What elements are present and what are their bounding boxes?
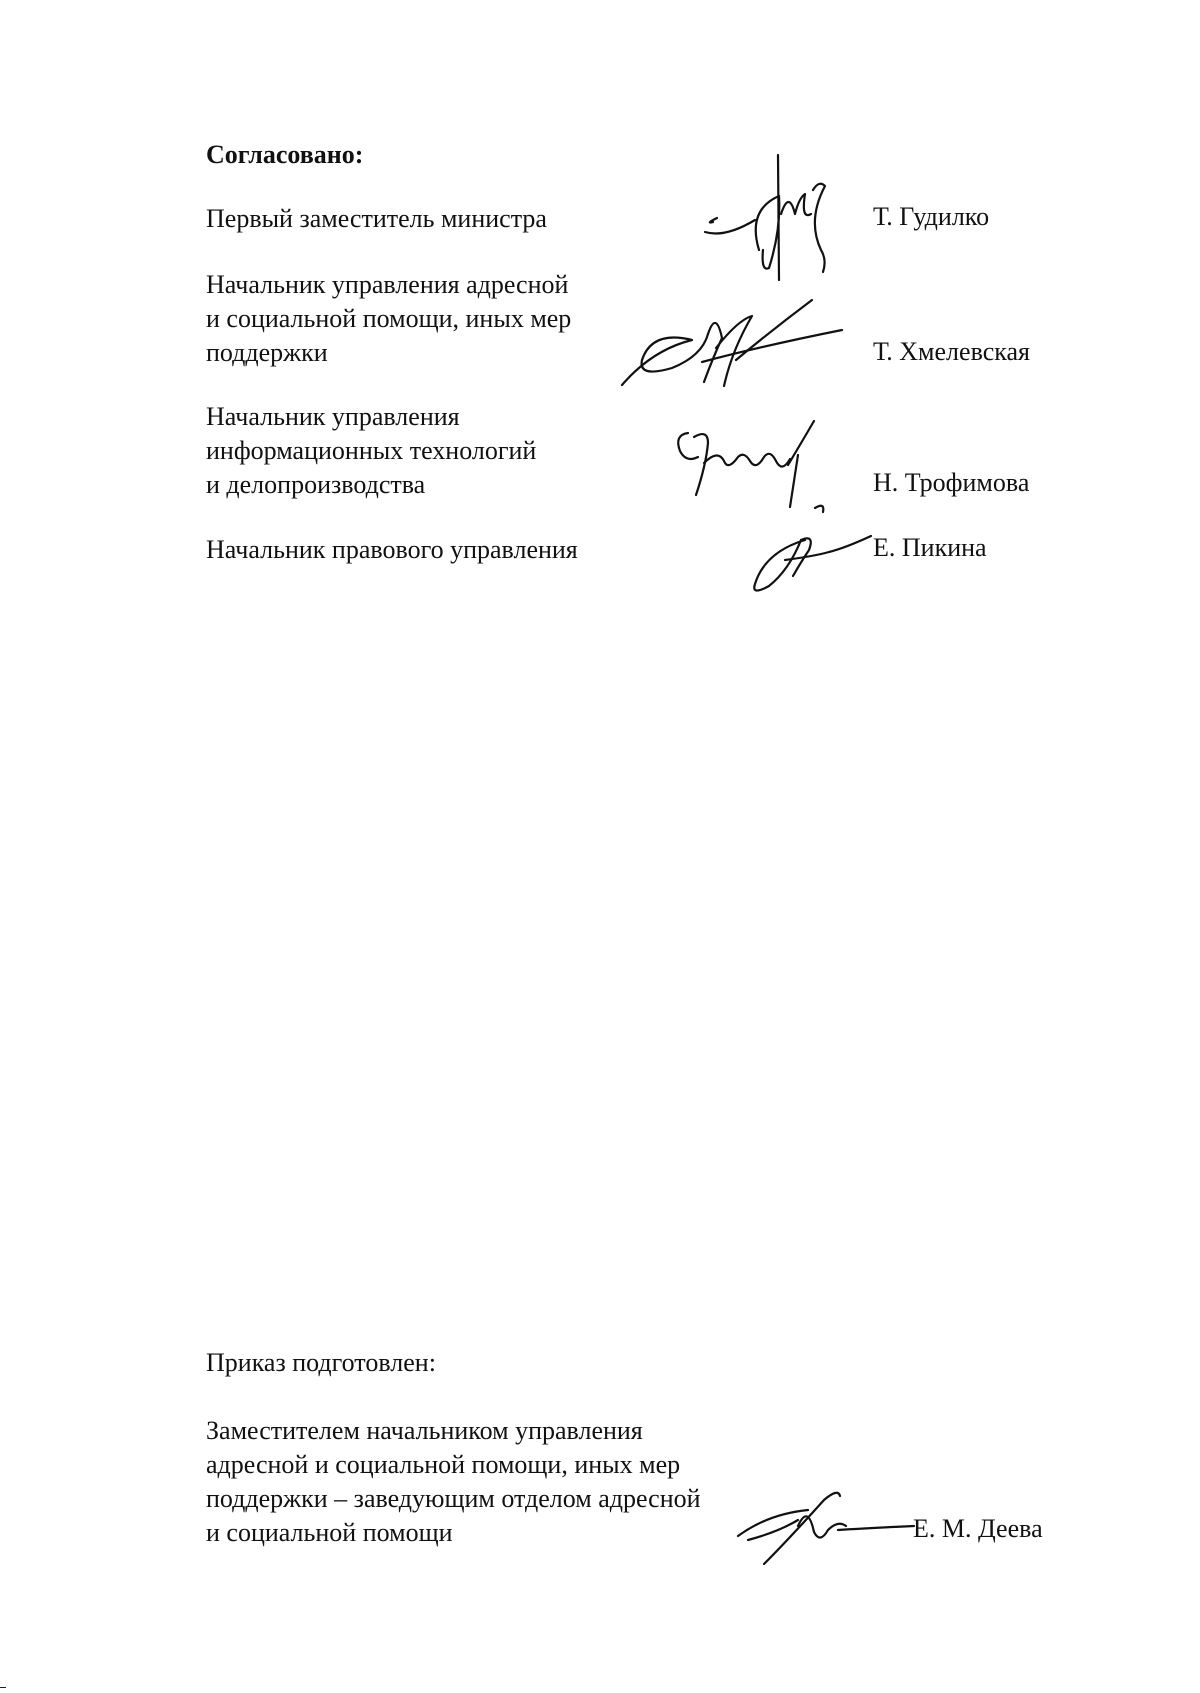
preparer-name: Е. М. Деева <box>913 1514 1043 1543</box>
approver-position-2: Начальник управления адресной и социальной помощи, иных мер поддержки <box>206 270 572 367</box>
approver-name-1: Т. Гудилко <box>873 202 990 231</box>
approver-name-3: Н. Трофимова <box>873 468 1030 497</box>
approver-position-3: Начальник управления информационных технологий и делопроизводства <box>206 402 537 499</box>
approver-position-4: Начальник правового управления <box>206 535 578 564</box>
signature-5 <box>728 1480 918 1570</box>
approver-name-2: Т. Хмелевская <box>873 337 1030 366</box>
approver-position-1: Первый заместитель министра <box>206 204 547 233</box>
prepared-heading: Приказ подготовлен: <box>206 1348 436 1377</box>
signature-1 <box>695 150 845 290</box>
preparer-position: Заместителем начальником управления адресной и социальной помощи, иных мер поддержки – заведующим отделом адресной и социальной помощи <box>206 1416 701 1547</box>
scan-edge-mark <box>0 1687 6 1688</box>
signature-2 <box>612 290 852 400</box>
signature-4 <box>745 500 875 600</box>
approver-name-4: Е. Пикина <box>873 533 987 562</box>
approval-heading: Согласовано: <box>206 140 364 169</box>
